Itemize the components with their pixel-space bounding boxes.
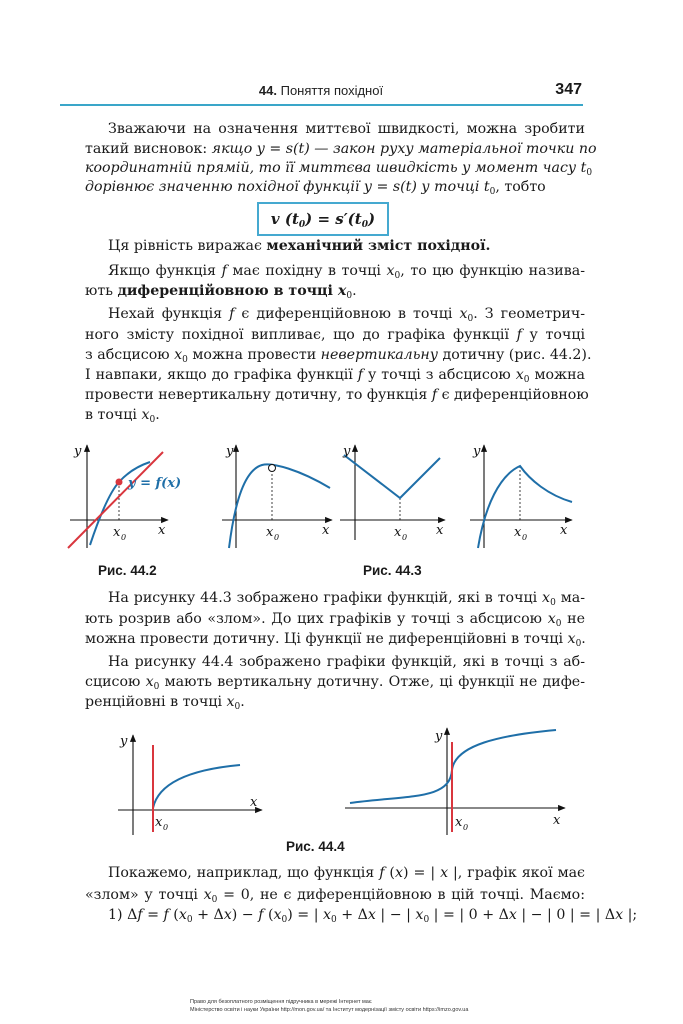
text-segment: ) −: [231, 907, 259, 923]
text-segment: x: [367, 907, 376, 923]
text-segment: ють розрив або «злом». До цих графіків у точці з абсцисою: [85, 611, 548, 627]
caption-fig-44-2: Рис. 44.2: [98, 563, 157, 578]
text-segment: |;: [623, 907, 638, 923]
text-segment: є диференційовною: [437, 387, 589, 403]
text-segment: f: [357, 367, 364, 383]
x0-sub: 0: [163, 823, 169, 832]
subscript: 0: [149, 415, 156, 425]
subscript: 0: [550, 598, 556, 608]
subscript: 0: [423, 915, 430, 925]
subscript: 0: [346, 291, 353, 301]
text-segment: x: [174, 347, 183, 363]
x0-label: x: [155, 815, 163, 830]
axis-label-x: x: [436, 523, 444, 538]
text-segment: . З геометрич-: [473, 306, 586, 322]
text-segment: не: [561, 611, 585, 627]
text-segment: f: [221, 263, 227, 279]
x0-label: x: [113, 525, 121, 540]
subscript: 0: [489, 187, 496, 197]
footer-line-2: Міністерство освіти і науки України http://mon.gov.ua/ та Інститут модернізації змісту освіти https://imzo.gov.ua: [190, 1007, 469, 1013]
x0-label: x: [266, 525, 274, 540]
subscript: 0: [523, 375, 530, 385]
text-segment: дорівнює значенню похідної функції y = s(t) у точці t: [85, 179, 490, 195]
subscript: 0: [467, 314, 474, 324]
text-segment: .: [352, 283, 357, 299]
axis-label-x: x: [553, 813, 561, 828]
text-segment: + Δ: [336, 907, 368, 923]
text-segment: |, графік якої має: [448, 865, 586, 881]
x0-sub: 0: [522, 533, 528, 542]
text-segment: у точці: [521, 327, 585, 343]
text-segment: x: [394, 865, 403, 881]
text-segment: ренційовні в точці: [85, 694, 227, 710]
text-segment: можна провести: [187, 347, 321, 363]
text-segment: | = | 0 + Δ: [429, 907, 509, 923]
subscript: 0: [555, 619, 562, 629]
text-segment: (: [168, 907, 179, 923]
axis-label-x: x: [158, 523, 166, 538]
text-segment: x: [203, 887, 212, 903]
axis-label-y: y: [473, 444, 481, 459]
text-segment: диференційовною в точці: [117, 283, 338, 299]
text-segment: x: [567, 631, 576, 647]
axis-label-y: y: [343, 444, 351, 459]
tangent-point: [116, 479, 123, 486]
formula-part: ) = s′(t: [305, 210, 362, 228]
text-segment: x: [323, 907, 332, 923]
text-segment: (: [263, 907, 274, 923]
open-point: [269, 465, 276, 472]
axis-label-y: y: [120, 734, 128, 749]
text-segment: координатній прямій, то її миттєва швидкість у момент часу t: [85, 160, 587, 176]
page-number: 347: [555, 81, 582, 98]
text-segment: | − | 0 | = | Δ: [516, 907, 616, 923]
text-segment: x: [145, 674, 154, 690]
x0-label: x: [455, 815, 463, 830]
text-segment: 1) Δ: [108, 907, 138, 923]
text-segment: + Δ: [192, 907, 224, 923]
text-segment: Нехай функція: [108, 306, 230, 322]
curve: [229, 464, 330, 548]
formula-part: ): [367, 210, 376, 228]
text-segment: f: [258, 907, 264, 923]
axis-label-x: x: [322, 523, 330, 538]
x0-sub: 0: [402, 533, 408, 542]
subscript: 0: [234, 702, 241, 712]
text-segment: x: [178, 907, 187, 923]
x0-sub: 0: [463, 823, 469, 832]
text-segment: =: [142, 907, 164, 923]
text-segment: f: [431, 387, 438, 403]
text-segment: ма-: [555, 590, 585, 606]
text-segment: x: [386, 263, 395, 279]
x0-sub: 0: [274, 533, 280, 542]
axis-label-y: y: [74, 444, 82, 459]
text-segment: Ця рівність виражає: [108, 238, 267, 254]
text-segment: провести невертикальну дотичну, то функція: [85, 387, 432, 403]
x0-label: x: [514, 525, 522, 540]
section-number: 44.: [258, 83, 277, 98]
text-segment: в точці: [85, 407, 142, 423]
text-segment: .: [581, 631, 586, 647]
text-segment: у точці з абсцисою: [363, 367, 516, 383]
text-segment: x: [440, 865, 449, 881]
subscript: 0: [281, 915, 288, 925]
formula-part: v (t: [270, 210, 299, 228]
x0-sub: 0: [121, 533, 127, 542]
text-segment: можна провести дотичну. Ці функції не диференційовні в точці: [85, 631, 568, 647]
subscript: 0: [586, 168, 593, 178]
axis-label-y: y: [226, 444, 234, 459]
text-segment: мають вертикальну дотичну. Отже, ці функції не дифе-: [159, 674, 585, 690]
text-segment: ють: [85, 283, 118, 299]
text-segment: якщо y = s(t) — закон руху матеріальної точки по: [211, 141, 597, 157]
text-segment: f: [229, 306, 235, 322]
text-segment: На рисунку 44.3 зображено графіки функцій, які в точці: [108, 590, 543, 606]
text-segment: x: [547, 611, 556, 627]
subscript: 0: [153, 682, 160, 692]
subscript: 0: [394, 271, 401, 281]
text-segment: f: [379, 865, 385, 881]
text-segment: x: [508, 907, 517, 923]
text-segment: Покажемо, наприклад, що функція: [108, 865, 380, 881]
text-segment: | − |: [375, 907, 416, 923]
text-segment: x: [337, 283, 347, 299]
axis-label-y: y: [435, 729, 443, 744]
text-segment: є диференційовною в точці: [234, 306, 460, 322]
text-segment: (: [384, 865, 395, 881]
text-segment: = 0, не є диференційовною в цій точці. Маємо:: [217, 887, 585, 903]
text-segment: ) = |: [287, 907, 323, 923]
text-segment: має похідну в точці: [226, 263, 387, 279]
section-title: Поняття похідної: [280, 83, 384, 98]
curve: [153, 765, 240, 808]
footer-line-1: Право для безоплатного розміщення підручника в мережі Інтернет має: [190, 999, 372, 1005]
text-segment: дотичну (рис. 44.2).: [438, 347, 592, 363]
text-segment: x: [615, 907, 624, 923]
subscript: 0: [211, 895, 218, 905]
text-segment: f: [516, 327, 522, 343]
text-segment: , тобто: [495, 179, 546, 195]
text-segment: x: [415, 907, 424, 923]
text-segment: x: [141, 407, 150, 423]
caption-fig-44-4: Рис. 44.4: [286, 839, 345, 854]
text-segment: механічний зміст похідної.: [266, 238, 491, 254]
text-segment: ного змісту похідної випливає, що до графіка функції: [85, 327, 517, 343]
formula-sub: 0: [361, 220, 368, 230]
text-segment: x: [223, 907, 232, 923]
text-segment: «злом» у точці: [85, 887, 204, 903]
text-segment: можна: [529, 367, 585, 383]
text-segment: f: [163, 907, 169, 923]
subscript: 0: [186, 915, 193, 925]
x0-label: x: [394, 525, 402, 540]
text-segment: ) = |: [402, 865, 441, 881]
text-segment: .: [155, 407, 160, 423]
axis-label-x: x: [560, 523, 568, 538]
text-segment: , то цю функцію назива-: [400, 263, 586, 279]
text-segment: невертикальну: [320, 347, 439, 363]
text-segment: .: [240, 694, 245, 710]
text-segment: x: [542, 590, 551, 606]
text-segment: f: [137, 907, 143, 923]
text-segment: x: [273, 907, 282, 923]
subscript: 0: [182, 355, 188, 365]
text-segment: x: [226, 694, 235, 710]
text-segment: Зважаючи на означення миттєвої швидкості, можна зробити: [108, 121, 585, 137]
text-segment: І навпаки, якщо до графіка функції: [85, 367, 358, 383]
text-segment: x: [515, 367, 524, 383]
text-segment: такий висновок:: [85, 141, 212, 157]
text-segment: Якщо функція: [108, 263, 222, 279]
subscript: 0: [575, 639, 582, 649]
axis-label-x: x: [250, 795, 258, 810]
formula-sub: 0: [298, 220, 306, 230]
text-segment: x: [459, 306, 468, 322]
text-segment: На рисунку 44.4 зображено графіки функцій, які в точці з аб-: [108, 654, 585, 670]
subscript: 0: [331, 915, 337, 925]
text-segment: з абсцисою: [85, 347, 175, 363]
caption-fig-44-3: Рис. 44.3: [363, 563, 422, 578]
text-segment: сцисою: [85, 674, 146, 690]
function-label: y = f(x): [128, 476, 182, 491]
curve: [344, 455, 440, 498]
